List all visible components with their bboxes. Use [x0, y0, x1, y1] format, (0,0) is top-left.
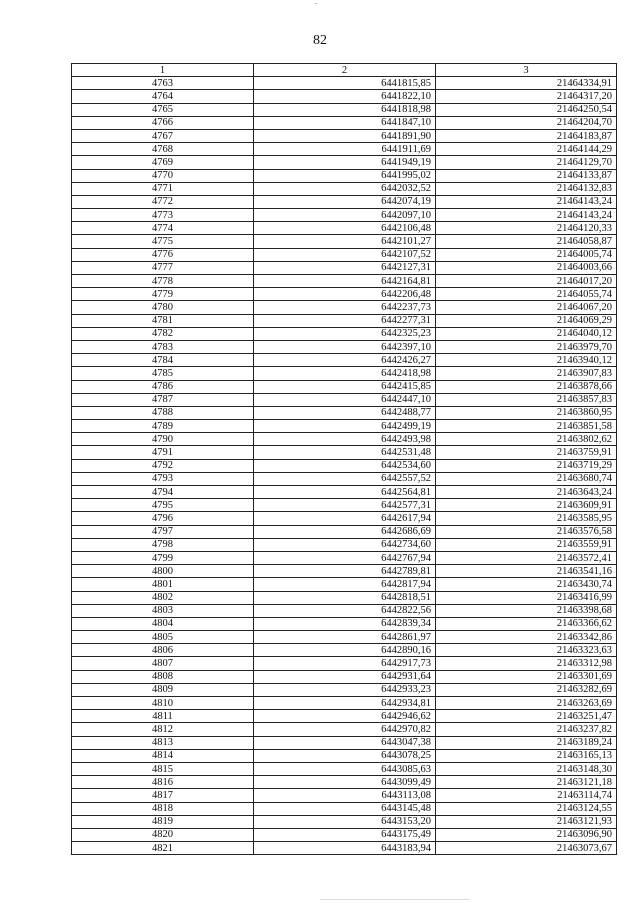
point-number-cell: 4805 [72, 631, 254, 644]
x-coordinate-cell: 6441911,69 [254, 143, 436, 156]
point-number-cell: 4771 [72, 182, 254, 195]
point-number-cell: 4769 [72, 156, 254, 169]
point-number-cell: 4817 [72, 789, 254, 802]
y-coordinate-cell: 21463124,55 [436, 802, 617, 815]
table-row [72, 406, 617, 419]
x-coordinate-cell: 6442499,19 [254, 420, 436, 433]
y-coordinate-cell: 21463430,74 [436, 578, 617, 591]
table-row [72, 275, 617, 288]
point-number-cell: 4809 [72, 683, 254, 696]
x-coordinate-cell: 6443153,20 [254, 815, 436, 828]
x-coordinate-cell: 6442397,10 [254, 340, 436, 353]
y-coordinate-cell: 21464120,33 [436, 222, 617, 235]
point-number-cell: 4784 [72, 354, 254, 367]
table-row [72, 710, 617, 723]
table-row [72, 195, 617, 208]
point-number-cell: 4785 [72, 367, 254, 380]
column-header-2: 2 [254, 64, 436, 77]
table-row [72, 499, 617, 512]
x-coordinate-cell: 6441822,10 [254, 90, 436, 103]
y-coordinate-cell: 21464129,70 [436, 156, 617, 169]
x-coordinate-cell: 6442237,73 [254, 301, 436, 314]
point-number-cell: 4821 [72, 842, 254, 855]
x-coordinate-cell: 6442488,77 [254, 406, 436, 419]
scan-speck [320, 899, 470, 900]
coordinates-table [71, 63, 617, 855]
y-coordinate-cell: 21463979,70 [436, 340, 617, 353]
y-coordinate-cell: 21463857,83 [436, 393, 617, 406]
point-number-cell: 4779 [72, 288, 254, 301]
x-coordinate-cell: 6442032,52 [254, 182, 436, 195]
point-number-cell: 4793 [72, 472, 254, 485]
point-number-cell: 4814 [72, 749, 254, 762]
point-number-cell: 4766 [72, 116, 254, 129]
x-coordinate-cell: 6442890,16 [254, 644, 436, 657]
y-coordinate-cell: 21463643,24 [436, 486, 617, 499]
x-coordinate-cell: 6442107,52 [254, 248, 436, 261]
point-number-cell: 4794 [72, 486, 254, 499]
point-number-cell: 4791 [72, 446, 254, 459]
y-coordinate-cell: 21463148,30 [436, 762, 617, 775]
x-coordinate-cell: 6442789,81 [254, 565, 436, 578]
table-row [72, 116, 617, 129]
x-coordinate-cell: 6442493,98 [254, 433, 436, 446]
y-coordinate-cell: 21463759,91 [436, 446, 617, 459]
column-header-3: 3 [436, 64, 617, 77]
point-number-cell: 4795 [72, 499, 254, 512]
table-row [72, 657, 617, 670]
table-row [72, 235, 617, 248]
point-number-cell: 4813 [72, 736, 254, 749]
table-row [72, 380, 617, 393]
table-row [72, 182, 617, 195]
point-number-cell: 4799 [72, 551, 254, 564]
point-number-cell: 4787 [72, 393, 254, 406]
y-coordinate-cell: 21463559,91 [436, 538, 617, 551]
point-number-cell: 4767 [72, 129, 254, 142]
x-coordinate-cell: 6441818,98 [254, 103, 436, 116]
x-coordinate-cell: 6442415,85 [254, 380, 436, 393]
x-coordinate-cell: 6443085,63 [254, 762, 436, 775]
point-number-cell: 4797 [72, 525, 254, 538]
y-coordinate-cell: 21463073,67 [436, 842, 617, 855]
table-row [72, 697, 617, 710]
table-row [72, 169, 617, 182]
table-row [72, 156, 617, 169]
y-coordinate-cell: 21463189,24 [436, 736, 617, 749]
point-number-cell: 4802 [72, 591, 254, 604]
point-number-cell: 4811 [72, 710, 254, 723]
point-number-cell: 4806 [72, 644, 254, 657]
table-row [72, 525, 617, 538]
y-coordinate-cell: 21463576,58 [436, 525, 617, 538]
table-row [72, 77, 617, 90]
table-row [72, 433, 617, 446]
x-coordinate-cell: 6443113,08 [254, 789, 436, 802]
point-number-cell: 4768 [72, 143, 254, 156]
y-coordinate-cell: 21464003,66 [436, 261, 617, 274]
point-number-cell: 4781 [72, 314, 254, 327]
y-coordinate-cell: 21463907,83 [436, 367, 617, 380]
point-number-cell: 4798 [72, 538, 254, 551]
y-coordinate-cell: 21464250,54 [436, 103, 617, 116]
x-coordinate-cell: 6442164,81 [254, 275, 436, 288]
table-row [72, 209, 617, 222]
table-row [72, 749, 617, 762]
y-coordinate-cell: 21463165,13 [436, 749, 617, 762]
x-coordinate-cell: 6442564,81 [254, 486, 436, 499]
table-row [72, 617, 617, 630]
y-coordinate-cell: 21464017,20 [436, 275, 617, 288]
y-coordinate-cell: 21463342,86 [436, 631, 617, 644]
table-row [72, 486, 617, 499]
x-coordinate-cell: 6442325,23 [254, 327, 436, 340]
point-number-cell: 4818 [72, 802, 254, 815]
y-coordinate-cell: 21463878,66 [436, 380, 617, 393]
point-number-cell: 4800 [72, 565, 254, 578]
table-row [72, 301, 617, 314]
table-row [72, 472, 617, 485]
table-row [72, 551, 617, 564]
point-number-cell: 4774 [72, 222, 254, 235]
y-coordinate-cell: 21463719,29 [436, 459, 617, 472]
table-header-row [72, 64, 617, 77]
point-number-cell: 4808 [72, 670, 254, 683]
point-number-cell: 4796 [72, 512, 254, 525]
x-coordinate-cell: 6442917,73 [254, 657, 436, 670]
x-coordinate-cell: 6442686,69 [254, 525, 436, 538]
x-coordinate-cell: 6442822,56 [254, 604, 436, 617]
table-row [72, 578, 617, 591]
point-number-cell: 4780 [72, 301, 254, 314]
x-coordinate-cell: 6442127,31 [254, 261, 436, 274]
x-coordinate-cell: 6442970,82 [254, 723, 436, 736]
point-number-cell: 4819 [72, 815, 254, 828]
table-row [72, 261, 617, 274]
point-number-cell: 4763 [72, 77, 254, 90]
table-row [72, 789, 617, 802]
y-coordinate-cell: 21463237,82 [436, 723, 617, 736]
point-number-cell: 4786 [72, 380, 254, 393]
y-coordinate-cell: 21464183,87 [436, 129, 617, 142]
x-coordinate-cell: 6441995,02 [254, 169, 436, 182]
x-coordinate-cell: 6442534,60 [254, 459, 436, 472]
x-coordinate-cell: 6442818,51 [254, 591, 436, 604]
y-coordinate-cell: 21463572,41 [436, 551, 617, 564]
table-row [72, 591, 617, 604]
point-number-cell: 4807 [72, 657, 254, 670]
table-row [72, 815, 617, 828]
table-row [72, 103, 617, 116]
table-row [72, 446, 617, 459]
table-row [72, 248, 617, 261]
table-row [72, 340, 617, 353]
table-row [72, 644, 617, 657]
point-number-cell: 4782 [72, 327, 254, 340]
x-coordinate-cell: 6442577,31 [254, 499, 436, 512]
y-coordinate-cell: 21463416,99 [436, 591, 617, 604]
y-coordinate-cell: 21464143,24 [436, 209, 617, 222]
point-number-cell: 4788 [72, 406, 254, 419]
point-number-cell: 4778 [72, 275, 254, 288]
point-number-cell: 4801 [72, 578, 254, 591]
y-coordinate-cell: 21463282,69 [436, 683, 617, 696]
y-coordinate-cell: 21464058,87 [436, 235, 617, 248]
y-coordinate-cell: 21463096,90 [436, 828, 617, 841]
y-coordinate-cell: 21463398,68 [436, 604, 617, 617]
y-coordinate-cell: 21464005,74 [436, 248, 617, 261]
y-coordinate-cell: 21463312,98 [436, 657, 617, 670]
table-row [72, 314, 617, 327]
y-coordinate-cell: 21463114,74 [436, 789, 617, 802]
table-row [72, 393, 617, 406]
table-row [72, 723, 617, 736]
table-row [72, 670, 617, 683]
table-row [72, 420, 617, 433]
table-row [72, 736, 617, 749]
table-row [72, 604, 617, 617]
y-coordinate-cell: 21463121,18 [436, 776, 617, 789]
y-coordinate-cell: 21463585,95 [436, 512, 617, 525]
point-number-cell: 4803 [72, 604, 254, 617]
y-coordinate-cell: 21463860,95 [436, 406, 617, 419]
y-coordinate-cell: 21463802,62 [436, 433, 617, 446]
point-number-cell: 4776 [72, 248, 254, 261]
table-row [72, 129, 617, 142]
y-coordinate-cell: 21464317,20 [436, 90, 617, 103]
page-number: 82 [313, 33, 327, 48]
y-coordinate-cell: 21464055,74 [436, 288, 617, 301]
x-coordinate-cell: 6442557,52 [254, 472, 436, 485]
table-row [72, 288, 617, 301]
x-coordinate-cell: 6441815,85 [254, 77, 436, 90]
y-coordinate-cell: 21463851,58 [436, 420, 617, 433]
table-row [72, 367, 617, 380]
y-coordinate-cell: 21464040,12 [436, 327, 617, 340]
x-coordinate-cell: 6442817,94 [254, 578, 436, 591]
scan-speck [315, 3, 317, 4]
y-coordinate-cell: 21464334,91 [436, 77, 617, 90]
y-coordinate-cell: 21463609,91 [436, 499, 617, 512]
x-coordinate-cell: 6443145,48 [254, 802, 436, 815]
point-number-cell: 4792 [72, 459, 254, 472]
y-coordinate-cell: 21464133,87 [436, 169, 617, 182]
x-coordinate-cell: 6442734,60 [254, 538, 436, 551]
x-coordinate-cell: 6443175,49 [254, 828, 436, 841]
y-coordinate-cell: 21463263,69 [436, 697, 617, 710]
y-coordinate-cell: 21463940,12 [436, 354, 617, 367]
table-row [72, 459, 617, 472]
table-row [72, 762, 617, 775]
x-coordinate-cell: 6442106,48 [254, 222, 436, 235]
point-number-cell: 4765 [72, 103, 254, 116]
x-coordinate-cell: 6441949,19 [254, 156, 436, 169]
y-coordinate-cell: 21463301,69 [436, 670, 617, 683]
x-coordinate-cell: 6442447,10 [254, 393, 436, 406]
point-number-cell: 4777 [72, 261, 254, 274]
x-coordinate-cell: 6442097,10 [254, 209, 436, 222]
y-coordinate-cell: 21464204,70 [436, 116, 617, 129]
table-row [72, 776, 617, 789]
y-coordinate-cell: 21463323,63 [436, 644, 617, 657]
x-coordinate-cell: 6442839,34 [254, 617, 436, 630]
point-number-cell: 4783 [72, 340, 254, 353]
x-coordinate-cell: 6442931,64 [254, 670, 436, 683]
point-number-cell: 4775 [72, 235, 254, 248]
point-number-cell: 4789 [72, 420, 254, 433]
x-coordinate-cell: 6442767,94 [254, 551, 436, 564]
x-coordinate-cell: 6441847,10 [254, 116, 436, 129]
column-header-1: 1 [72, 64, 254, 77]
point-number-cell: 4764 [72, 90, 254, 103]
point-number-cell: 4816 [72, 776, 254, 789]
x-coordinate-cell: 6442933,23 [254, 683, 436, 696]
table-row [72, 538, 617, 551]
table-row [72, 143, 617, 156]
x-coordinate-cell: 6442418,98 [254, 367, 436, 380]
y-coordinate-cell: 21463366,62 [436, 617, 617, 630]
table-row [72, 327, 617, 340]
point-number-cell: 4772 [72, 195, 254, 208]
table-row [72, 565, 617, 578]
x-coordinate-cell: 6442074,19 [254, 195, 436, 208]
point-number-cell: 4773 [72, 209, 254, 222]
x-coordinate-cell: 6442861,97 [254, 631, 436, 644]
x-coordinate-cell: 6442531,48 [254, 446, 436, 459]
x-coordinate-cell: 6443099,49 [254, 776, 436, 789]
x-coordinate-cell: 6443047,38 [254, 736, 436, 749]
y-coordinate-cell: 21464144,29 [436, 143, 617, 156]
point-number-cell: 4820 [72, 828, 254, 841]
table-row [72, 683, 617, 696]
table-row [72, 512, 617, 525]
x-coordinate-cell: 6442426,27 [254, 354, 436, 367]
x-coordinate-cell: 6442277,31 [254, 314, 436, 327]
table-row [72, 802, 617, 815]
x-coordinate-cell: 6442101,27 [254, 235, 436, 248]
y-coordinate-cell: 21463541,16 [436, 565, 617, 578]
point-number-cell: 4810 [72, 697, 254, 710]
table-row [72, 828, 617, 841]
y-coordinate-cell: 21464143,24 [436, 195, 617, 208]
x-coordinate-cell: 6442934,81 [254, 697, 436, 710]
x-coordinate-cell: 6443183,94 [254, 842, 436, 855]
y-coordinate-cell: 21463121,93 [436, 815, 617, 828]
point-number-cell: 4804 [72, 617, 254, 630]
point-number-cell: 4812 [72, 723, 254, 736]
y-coordinate-cell: 21463680,74 [436, 472, 617, 485]
x-coordinate-cell: 6442617,94 [254, 512, 436, 525]
y-coordinate-cell: 21463251,47 [436, 710, 617, 723]
table-row [72, 354, 617, 367]
x-coordinate-cell: 6442946,62 [254, 710, 436, 723]
x-coordinate-cell: 6441891,90 [254, 129, 436, 142]
y-coordinate-cell: 21464067,20 [436, 301, 617, 314]
table-row [72, 222, 617, 235]
y-coordinate-cell: 21464132,83 [436, 182, 617, 195]
table-row [72, 631, 617, 644]
y-coordinate-cell: 21464069,29 [436, 314, 617, 327]
point-number-cell: 4770 [72, 169, 254, 182]
x-coordinate-cell: 6443078,25 [254, 749, 436, 762]
point-number-cell: 4815 [72, 762, 254, 775]
x-coordinate-cell: 6442206,48 [254, 288, 436, 301]
point-number-cell: 4790 [72, 433, 254, 446]
table-row [72, 90, 617, 103]
table-row [72, 842, 617, 855]
